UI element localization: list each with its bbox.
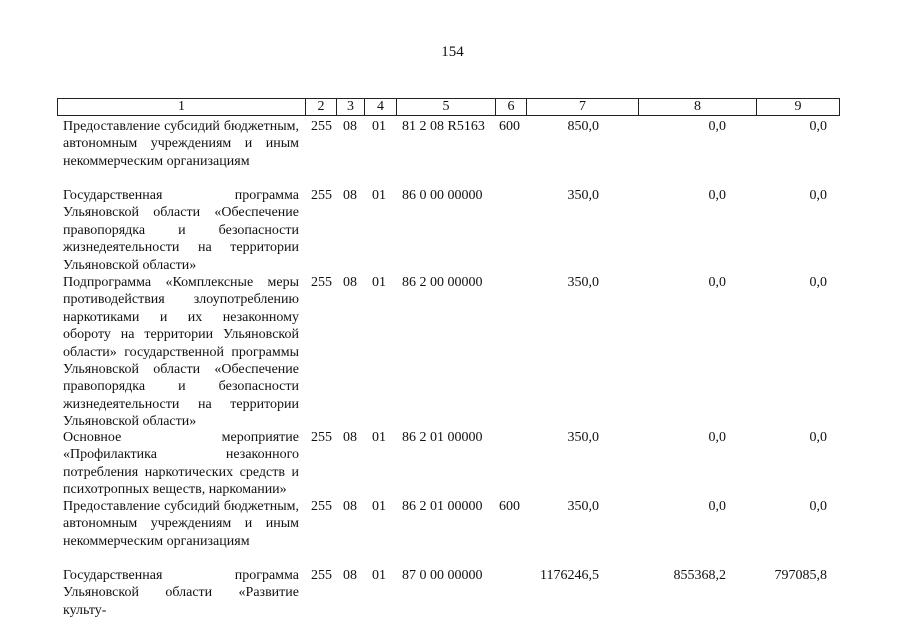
row-col-2: 255 [311,119,332,134]
row-col-5: 86 2 01 00000 [402,430,483,445]
row-col-7: 350,0 [567,430,599,445]
header-col-7: 7 [526,99,638,115]
header-col-3: 3 [336,99,364,115]
row-col-3: 08 [343,568,357,583]
row-col-2: 255 [311,568,332,583]
row-col-5: 86 0 00 00000 [402,188,483,203]
row-col-4: 01 [372,430,386,445]
row-col-3: 08 [343,499,357,514]
header-col-6: 6 [495,99,526,115]
header-col-8: 8 [638,99,756,115]
row-col-8: 855368,2 [673,568,726,583]
row-col-4: 01 [372,499,386,514]
row-name: Государственная программа Ульяновской области «Развитие культу- [63,568,299,618]
row-name: Подпрограмма «Комплексные меры противодействия злоупотреблению наркотиками и их незаконному обороту на территории Ульяновской области» государственной программы Ульяновской области «Обеспечение правопорядка и безопасности жизнедеятельности на территории Ульяновской области» [63,275,299,430]
header-col-2: 2 [305,99,336,115]
row-name: Государственная программа Ульяновской области «Обеспечение правопорядка и безопасности жизнедеятельности на территории Ульяновской области» [63,188,299,273]
row-col-9: 0,0 [809,119,827,134]
row-col-7: 350,0 [567,499,599,514]
row-col-4: 01 [372,119,386,134]
header-col-1: 1 [178,99,185,114]
header-col-5: 5 [396,99,495,115]
row-col-6: 600 [499,119,520,134]
row-name: Предоставление субсидий бюджетным, автономным учреждениям и иным некоммерческим организациям [63,119,299,169]
row-col-9: 797085,8 [774,568,827,583]
row-col-8: 0,0 [708,188,726,203]
row-col-7: 350,0 [567,275,599,290]
row-col-4: 01 [372,188,386,203]
row-col-8: 0,0 [708,499,726,514]
row-col-5: 87 0 00 00000 [402,568,483,583]
row-col-5: 81 2 08 R5163 [402,119,485,134]
row-col-3: 08 [343,430,357,445]
row-col-3: 08 [343,119,357,134]
row-col-2: 255 [311,430,332,445]
header-col-9: 9 [756,99,839,115]
row-col-2: 255 [311,499,332,514]
row-col-7: 350,0 [567,188,599,203]
row-col-7: 850,0 [567,119,599,134]
table-header [57,98,840,116]
row-col-9: 0,0 [809,188,827,203]
row-col-5: 86 2 01 00000 [402,499,483,514]
row-col-4: 01 [372,275,386,290]
row-col-8: 0,0 [708,430,726,445]
page-number: 154 [441,44,464,60]
row-col-5: 86 2 00 00000 [402,275,483,290]
row-col-8: 0,0 [708,275,726,290]
row-name: Предоставление субсидий бюджетным, автономным учреждениям и иным некоммерческим организациям [63,499,299,549]
row-col-8: 0,0 [708,119,726,134]
header-col-4: 4 [364,99,396,115]
row-col-9: 0,0 [809,499,827,514]
row-col-9: 0,0 [809,275,827,290]
row-col-7: 1176246,5 [540,568,599,583]
row-col-9: 0,0 [809,430,827,445]
row-col-2: 255 [311,188,332,203]
row-col-6: 600 [499,499,520,514]
row-col-4: 01 [372,568,386,583]
row-col-3: 08 [343,188,357,203]
row-name: Основное мероприятие «Профилактика незаконного потребления наркотических средств и психотропных веществ, наркомании» [63,430,299,498]
row-col-3: 08 [343,275,357,290]
row-col-2: 255 [311,275,332,290]
